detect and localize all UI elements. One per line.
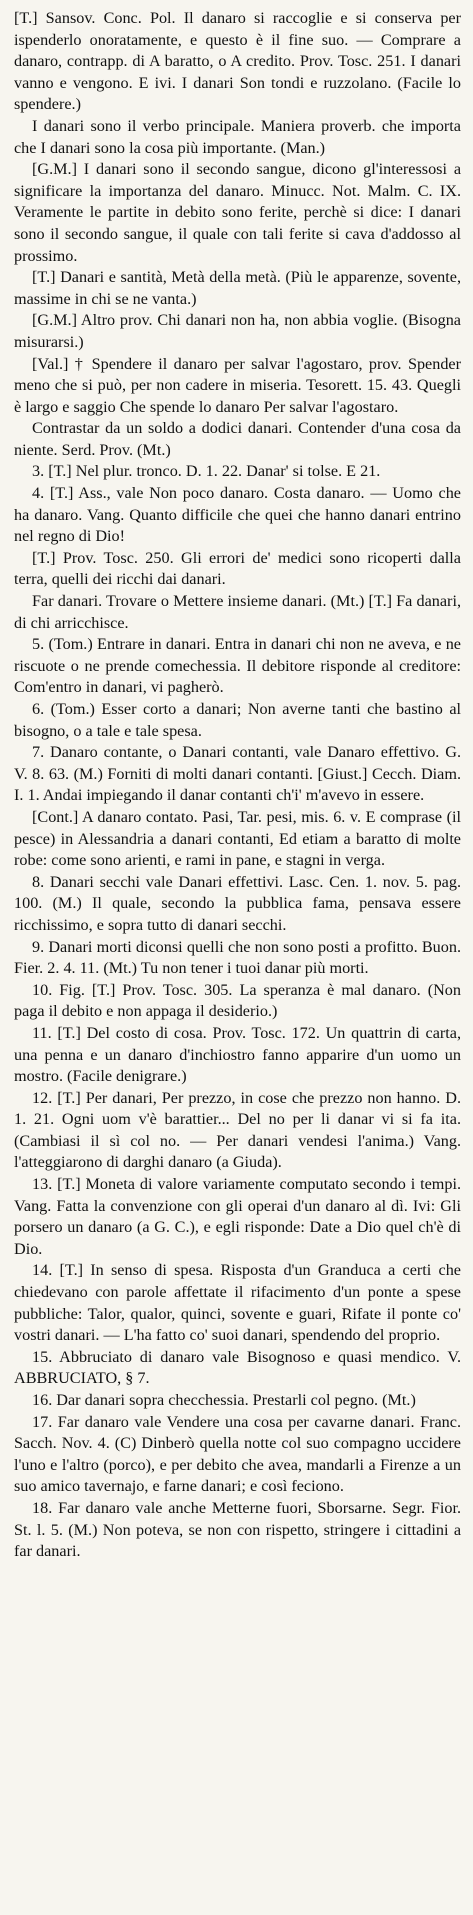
entry-paragraph: 5. (Tom.) Entrare in danari. Entra in danari chi non ne aveva, e ne riscuote o ne prende comechessia. Il debitore risponde al creditore: Com'entro in danari, vi pagherò. bbox=[14, 635, 461, 697]
entry-paragraph: 6. (Tom.) Esser corto a danari; Non averne tanti che bastino al bisogno, o a tale e tale spesa. bbox=[14, 700, 461, 740]
entry-paragraph: 11. [T.] Del costo di cosa. Prov. Tosc. 172. Un quattrin di carta, una penna e un danaro d'inchiostro fanno apparire d'un uomo un mostro. (Facile denigrare.) bbox=[14, 1023, 461, 1086]
entry-paragraph: 18. Far danaro vale anche Metterne fuori, Sborsarne. Segr. Fior. St. l. 5. (M.) Non poteva, se non con rispetto, stringere i cittadini a far danari. bbox=[14, 1498, 461, 1561]
entry-paragraph: [T.] Sansov. Conc. Pol. Il danaro si raccoglie e si conserva per ispenderlo onoratamente, e questo è il fine suo. — Comprare a danaro, contrapp. di A baratto, o A credito. Prov. Tosc. 251. I danari vanno e vengono. E ivi. I danari Son tondi e ruzzolano. (Facile lo spendere.) bbox=[14, 9, 461, 114]
entry-paragraph: [T.] Prov. Tosc. 250. Gli errori de' medici sono ricoperti dalla terra, quelli dei ricchi dai danari. bbox=[14, 548, 461, 589]
entry-paragraph: 8. Danari secchi vale Danari effettivi. Lasc. Cen. 1. nov. 5. pag. 100. (M.) Il quale, secondo la pubblica fama, pensava essere ricchissimo, e sopra tutto di danari secchi. bbox=[14, 872, 461, 934]
entry-paragraph: [G.M.] Altro prov. Chi danari non ha, non abbia voglie. (Bisogna misurarsi.) bbox=[14, 311, 461, 351]
entry-paragraph: [Cont.] A danaro contato. Pasi, Tar. pesi, mis. 6. v. E comprase (il pesce) in Alessandria a danari contanti, Ed etiam a baratto di molte robe: come sono arienti, e rami in pane, e stagni in verga. bbox=[14, 807, 461, 870]
entry-paragraph: [G.M.] I danari sono il secondo sangue, dicono gl'interessosi a significare la importanza del danaro. Minucc. Not. Malm. C. IX. Veramente le partite in debito sono ferite, perchè si dice: I danari sono il secondo sangue, il quale con tali ferite si cava d'addosso al prossimo. bbox=[14, 160, 461, 265]
entry-paragraph: 7. Danaro contante, o Danari contanti, vale Danaro effettivo. G. V. 8. 63. (M.) Forniti di molti danari contanti. [Giust.] Cecch. Diam. I. 1. Andai impiegando il danar contanti ch'i' m'avevo in essere. bbox=[14, 743, 461, 805]
entry-paragraph: 14. [T.] In senso di spesa. Risposta d'un Granduca a certi che chiedevano con parole affettate il rifacimento d'un ponte a spese pubbliche: Talor, qualor, quinci, sovente e guari, Rifate il ponte co' vostri danari. — L'ha fatto co' suoi danari, spendendo del proprio. bbox=[14, 1261, 461, 1345]
entry-paragraph: 17. Far danaro vale Vendere una cosa per cavarne danari. Franc. Sacch. Nov. 4. (C) Dinberò quella notte col suo compagno uccidere l'uno e l'altro (porco), e per debito che avea, mandarli a Firenze a un suo amico tavernajo, e farne danari; e così feciono. bbox=[14, 1412, 461, 1496]
entry-paragraph: 10. Fig. [T.] Prov. Tosc. 305. La speranza è mal danaro. (Non paga il debito e non appaga il desiderio.) bbox=[14, 980, 461, 1021]
entry-paragraph: 12. [T.] Per danari, Per prezzo, in cose che prezzo non hanno. D. 1. 21. Ogni uom v'è barattier... Del no per li danar vi si fa ita. (Cambiasi il sì col no. — Per danari vendesi l'anima.) Vang. l'atteggiarono di darghi danaro (a Giuda). bbox=[14, 1088, 461, 1172]
entry-paragraph: I danari sono il verbo principale. Maniera proverb. che importa che I danari sono la cosa più importante. (Man.) bbox=[14, 116, 461, 157]
entry-paragraph: 15. Abbruciato di danaro vale Bisognoso e quasi mendico. V. ABBRUCIATO, § 7. bbox=[14, 1347, 461, 1388]
entry-paragraph: [Val.] † Spendere il danaro per salvar l'agostaro, prov. Spender meno che si può, per non cadere in miseria. Tesorett. 15. 43. Quegli è largo e saggio Che spende lo danaro Per salvar l'agostaro. bbox=[14, 354, 461, 416]
entry-paragraph: 3. [T.] Nel plur. tronco. D. 1. 22. Danar' si tolse. E 21. bbox=[32, 462, 381, 481]
entry-paragraph: 9. Danari morti diconsi quelli che non sono posti a profitto. Buon. Fier. 2. 4. 11. (Mt.) Tu non tener i tuoi danar più morti. bbox=[14, 937, 461, 978]
entry-paragraph: 16. Dar danari sopra checchessia. Prestarli col pegno. (Mt.) bbox=[32, 1391, 416, 1409]
entry-paragraph: Contrastar da un soldo a dodici danari. Contender d'una cosa da niente. Serd. Prov. (Mt.) bbox=[14, 419, 461, 459]
entry-paragraph: 13. [T.] Moneta di valore variamente computato secondo i tempi. Vang. Fatta la convenzione con gli operai d'un danaro al dì. Ivi: Gli porsero un danaro (a G. C.), e egli risponde: Date a Dio quel ch'è di Dio. bbox=[14, 1175, 461, 1258]
entry-paragraph: [T.] Danari e santità, Metà della metà. (Più le apparenze, sovente, massime in chi se ne vanta.) bbox=[14, 268, 461, 308]
entry-paragraph: 4. [T.] Ass., vale Non poco danaro. Costa danaro. — Uomo che ha danaro. Vang. Quanto difficile che quei che hanno danari entrino nel regno di Dio! bbox=[14, 484, 461, 546]
entry-paragraph: Far danari. Trovare o Mettere insieme danari. (Mt.) [T.] Fa danari, di chi arricchisce. bbox=[14, 592, 461, 632]
